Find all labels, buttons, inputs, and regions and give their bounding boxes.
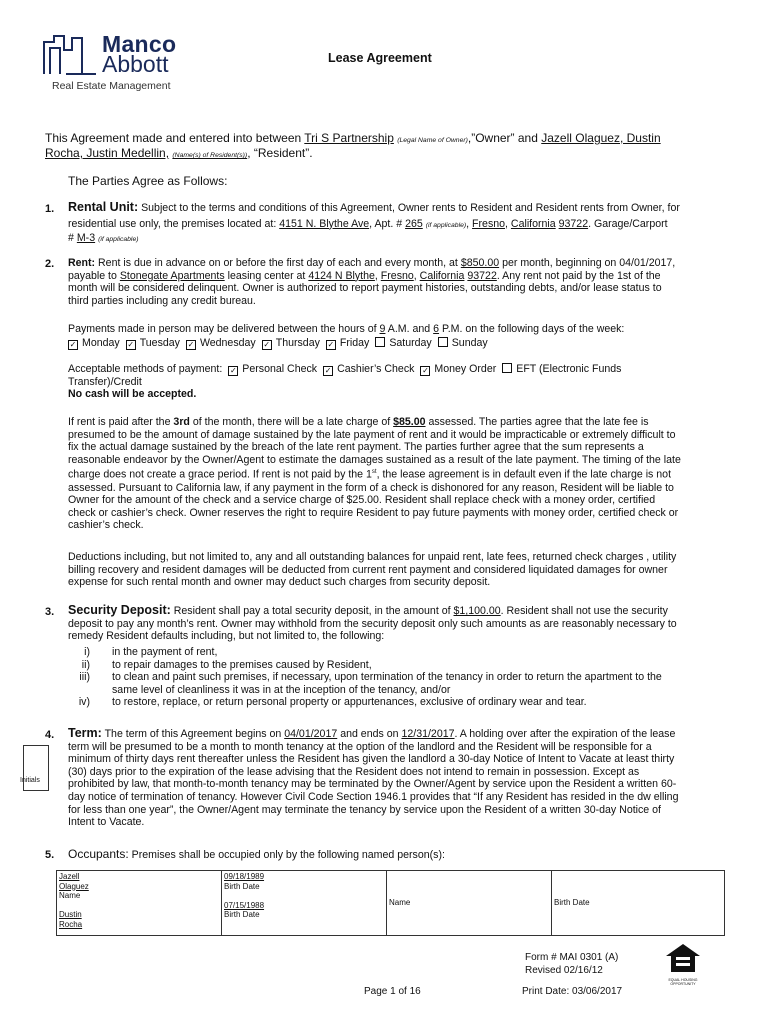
term-text-6: day notice of termination of tenancy. However Civil Code Section 1946.1 provides that “If any Resident has resided in the dw elling	[68, 790, 679, 803]
list-text: to restore, replace, or return personal property or appurtenances, exclusive of ordinary wear and tear.	[112, 696, 587, 709]
occupant-birthdates-cell[interactable]	[222, 871, 387, 936]
section-2-rent: Rent: Rent is due in advance on or before the first day of each and every month, at $850.00 per month, beginning on 04/01/2017, payable to Stonegate Apartments leasing center at 4124 N Blythe, Fresno, California 93722. Any rent not paid by the 1st of the month will be considered delinquent. Owner is authorized to report payment histories, outstanding debts, and/or lease status to third parties including any credit bureau.	[68, 257, 726, 307]
payment-hours	[68, 323, 726, 349]
logo	[42, 30, 192, 94]
center-city: Fresno	[380, 269, 414, 282]
hours-text-b: A.M. and	[387, 323, 431, 335]
section-3-heading: Security Deposit:	[68, 603, 171, 617]
occupant-birthdate-text: Birth Date	[224, 881, 260, 891]
list-text: same level of cleanliness it was in at the inception of the tenancy, and/or	[112, 683, 451, 696]
methods-label: Personal Check	[242, 363, 318, 375]
days-label: Monday	[82, 336, 120, 349]
section-5-number: 5.	[45, 849, 55, 861]
days-option	[62, 337, 120, 349]
garage-hash: #	[68, 232, 74, 245]
days-label: Thursday	[275, 336, 320, 349]
methods-option	[222, 363, 317, 375]
occupant-names-cell[interactable]	[57, 871, 222, 936]
apt-hint: (if applicable)	[425, 221, 467, 229]
term-text-4: (30) days prior to the expiration of the lease advising that the Resident does not intend to remain in possession. Except as	[68, 765, 640, 778]
term-text-1: The term of this Agreement begins on	[104, 728, 282, 740]
equal-housing-icon	[663, 942, 703, 974]
term-text-1b: and ends on	[340, 728, 399, 740]
rent-text-2: payable to	[68, 269, 117, 282]
section-3-number: 3.	[45, 606, 55, 618]
term-text-1c: . A holding over after the expiration of the lease	[454, 728, 676, 740]
occupant-birthdate-empty-cell[interactable]	[552, 871, 725, 936]
methods-label: EFT (Electronic Funds	[516, 363, 622, 375]
late-text-5: charge does not create a grace period. If rent is not paid by the 1	[68, 468, 372, 481]
term-text-7: for less than one year”, the Owner/Agent may terminate the tenancy by service upon the Resident of a written 30-day Notice of	[68, 803, 661, 816]
list-text: to repair damages to the premises caused by Resident,	[112, 658, 372, 671]
occupant-name-empty-cell[interactable]	[387, 871, 552, 936]
late-text-1b: of the month, there will be a late charge of	[192, 416, 391, 428]
days-label: Wednesday	[199, 336, 256, 349]
resident-names-cont: Rocha, Justin Medellin,	[45, 146, 170, 160]
hours-text: Payments made in person may be delivered between the hours of	[68, 323, 377, 335]
section-2-number: 2.	[45, 258, 55, 270]
premises-city: Fresno	[472, 217, 506, 230]
section-5-occupants	[68, 847, 726, 862]
late-text-7: Owner for the amount of the check and a service charge of $25.00. Resident shall replace check with a money order, certified	[68, 494, 656, 507]
occupants-text: Premises shall be occupied only by the following named person(s):	[131, 849, 445, 861]
print-date: Print Date: 03/06/2017	[522, 986, 623, 997]
checkbox[interactable]: ✓	[69, 339, 77, 349]
occupant-birthdate-text	[224, 891, 384, 901]
garage-label: . Garage/Carport	[588, 217, 668, 230]
days-option	[120, 337, 180, 349]
form-number: Form # MAI 0301 (A)	[525, 952, 619, 963]
term-text-3: minimum of thirty days rent thereafter unless the Resident has given the landlord a 30-day Notice of Intent to Vacate at least thirty	[68, 753, 675, 766]
late-sup: st	[371, 469, 377, 476]
deposit-list-item	[68, 659, 726, 672]
days-label: Saturday	[389, 336, 432, 349]
occupant-name-text: Rocha	[59, 919, 83, 929]
logo-subtitle: Real Estate Management	[52, 80, 171, 92]
late-charge-paragraph	[68, 416, 726, 532]
resident-role: , “Resident”.	[247, 146, 313, 160]
term-text-8: Intent to Vacate.	[68, 816, 145, 829]
premises-label: residential use only, the premises located at:	[68, 217, 277, 230]
occupant-name-text: Name	[59, 891, 81, 900]
deposit-list-item	[68, 646, 726, 659]
term-text-2: term will be presumed to be a month to month tenancy at the option of the landlord and the Resident will be responsible for a	[68, 740, 652, 753]
hours-text-c: P.M. on the following days of the week:	[442, 323, 625, 335]
checkbox[interactable]	[375, 337, 385, 347]
deductions-paragraph	[68, 551, 726, 589]
garage-hint: (if applicable)	[98, 236, 139, 244]
list-number: ii)	[81, 658, 90, 671]
section-1-heading: Rental Unit:	[68, 200, 139, 214]
premises-state: California	[510, 217, 556, 230]
deposit-list-item	[68, 684, 726, 697]
deposit-amount: $1,100.00	[453, 605, 501, 617]
section-4-heading: Term:	[68, 726, 102, 740]
equal-housing-logo	[663, 942, 703, 986]
term-text-5: prohibited by law, that month-to-month tenancy may be terminated by the Owner/Agent by service upon the Resident a written 60-	[68, 778, 677, 791]
form-revised: Revised 02/16/12	[525, 965, 603, 976]
payment-days	[62, 336, 726, 350]
section-5-heading: Occupants:	[68, 847, 129, 861]
days-option	[320, 337, 369, 349]
logo-line1: Manco	[102, 31, 177, 57]
late-text-2: presumed to be the amount of damage sustained by the late payment of rent and it would be impracticable or extremely difficult to	[68, 428, 676, 441]
occupant-name-text	[59, 901, 219, 911]
occupant-birthdate-text: 07/15/1988	[224, 900, 265, 910]
hour-start: 9	[379, 323, 386, 335]
occupant-name-text: Olaguez	[59, 881, 89, 891]
center-state: California	[419, 269, 465, 282]
checkbox[interactable]: ✓	[263, 339, 271, 349]
list-text: in the payment of rent,	[112, 646, 218, 658]
deposit-text-1b: . Resident shall not use the security	[500, 605, 668, 617]
occupant-birthdate-text: 09/18/1989	[224, 872, 265, 881]
owner-name: Tri S Partnership	[304, 131, 394, 145]
list-number: iii)	[79, 671, 90, 684]
deposit-text-1: Resident shall pay a total security deposit, in the amount of	[173, 605, 451, 617]
occupants-table	[56, 870, 725, 936]
apt-label: , Apt. #	[369, 217, 403, 230]
late-text-3: fix the actual damage sustained by the breach of the late rent payment. The parties further agree that the sum represents a	[68, 441, 644, 454]
premises-zip: 93722	[558, 217, 589, 230]
empty-birthdate-label: Birth Date	[554, 898, 590, 908]
days-label: Tuesday	[139, 336, 180, 349]
rent-amount: $850.00	[460, 257, 500, 269]
late-day: 3rd	[173, 416, 190, 428]
rent-text-1b: per month, beginning on 04/01/2017,	[502, 257, 676, 269]
checkbox[interactable]: ✓	[127, 339, 135, 349]
payment-methods	[68, 362, 726, 401]
rent-text-4: third parties including any credit bureau.	[68, 294, 256, 307]
page-number: Page 1 of 16	[364, 986, 421, 997]
ded-text-2: billing recovery and resident damages will be deducted from current rent payment and considered liquidated damages for owner	[68, 563, 668, 576]
late-text-6: assessed. Pursuant to California law, if any payment in the form of a check is dishonored for any reason, Resident will be liable to	[68, 481, 674, 494]
section-3-security-deposit	[68, 604, 726, 643]
days-option	[432, 337, 488, 349]
page-title: Lease Agreement	[328, 51, 432, 65]
no-cash-note: No cash will be accepted.	[68, 388, 197, 401]
initials-label: Initials	[20, 777, 40, 784]
logo-skyline-icon	[42, 32, 98, 76]
garage-number: M-3	[76, 232, 96, 245]
methods-label: Money Order	[434, 363, 497, 375]
apt-number: 265	[405, 217, 423, 230]
section-1-text: Subject to the terms and conditions of this Agreement, Owner rents to Resident and Resident rents from Owner, for	[141, 202, 680, 214]
checkbox[interactable]: ✓	[229, 366, 237, 375]
occupant-name-text: Dustin	[59, 910, 82, 919]
days-label: Sunday	[451, 336, 488, 349]
late-text-5b: , the lease agreement is in default even if the late charge is not	[376, 468, 672, 481]
occupant-birthdate-text: Birth Date	[224, 910, 260, 919]
section-4-number: 4.	[45, 729, 55, 741]
intro-line-2	[45, 146, 313, 163]
deposit-list-item	[68, 671, 726, 684]
center-zip: 93722	[467, 269, 497, 282]
late-text-1c: assessed. The parties agree that the late fee is	[428, 416, 649, 428]
checkbox[interactable]: ✓	[327, 339, 335, 349]
center-address: 4124 N Blythe	[308, 269, 375, 282]
methods-option	[414, 363, 496, 375]
rent-text-2c: . Any rent not paid by the 1st of the	[496, 269, 661, 282]
form-info	[525, 951, 618, 977]
equal-housing-text: EQUAL HOUSING OPPORTUNITY	[668, 977, 698, 986]
checkbox[interactable]: ✓	[187, 339, 195, 349]
rent-text-1: Rent is due in advance on or before the first day of each and every month, at	[98, 257, 458, 269]
payee-name: Stonegate Apartments	[119, 269, 225, 282]
logo-line2: Abbott	[102, 51, 169, 77]
methods-cont: Transfer)/Credit	[68, 375, 142, 388]
late-text-9: cashier’s check.	[68, 519, 144, 532]
methods-option	[496, 363, 621, 375]
rent-text-2b: leasing center at	[227, 269, 306, 282]
section-2-heading: Rent:	[68, 257, 96, 269]
deposit-text-2: deposit to pay any month’s rent. Owner may withhold from the security deposit only such amounts as are reasonably necessary to	[68, 617, 677, 630]
ded-text-3: expense for such rental month and owner may deduct such charges from security deposit.	[68, 576, 491, 589]
days-option	[180, 337, 256, 349]
checkbox[interactable]: ✓	[422, 366, 429, 375]
owner-role: ,”Owner” and	[467, 131, 538, 145]
term-end: 12/31/2017	[401, 728, 455, 740]
occupant-name-text: Jazell	[59, 872, 80, 881]
term-start: 04/01/2017	[284, 728, 338, 740]
late-text-1: If rent is paid after the	[68, 416, 171, 428]
methods-label: Cashier’s Check	[337, 363, 415, 375]
late-text-8: check or cashier’s check. Owner reserves the right to require Resident to pay future payments with money order, certified check or	[68, 506, 679, 519]
checkbox[interactable]	[438, 337, 448, 347]
section-4-term	[68, 727, 726, 829]
methods-option	[317, 363, 414, 375]
checkbox[interactable]	[502, 363, 512, 373]
parties-line: The Parties Agree as Follows:	[68, 174, 228, 188]
ded-text-1: Deductions including, but not limited to, any and all outstanding balances for unpaid rent, late fees, returned check charges , utility	[68, 551, 677, 563]
resident-hint: (Name(s) of Resident(s))	[172, 152, 248, 159]
section-1-rental-unit: Rental Unit: Subject to the terms and conditions of this Agreement, Owner rents to Resident and Resident rents from Owner, for residential use only, the premises located at: 4151 N. Blythe Ave, Apt. # 265 (if applicable), Fresno, California 93722. Garage/Carport # M-3 (if applicable)	[68, 200, 680, 245]
late-fee: $85.00	[393, 416, 426, 428]
resident-names: Jazell Olaguez, Dustin	[541, 131, 661, 145]
days-label: Friday	[339, 336, 370, 349]
rent-text-3: month will be considered delinquent. Owner is authorized to report payment histories, outstanding debts, and/or lease status to	[68, 282, 662, 295]
days-option	[256, 337, 320, 349]
list-number: i)	[84, 646, 90, 658]
deposit-list-item	[68, 696, 726, 709]
empty-name-label: Name	[389, 898, 411, 908]
list-text: to clean and paint such premises, if necessary, upon termination of the tenancy in order to return the apartment to the	[112, 671, 662, 684]
list-number: iv)	[78, 696, 90, 709]
premises-address: 4151 N. Blythe Ave	[279, 217, 370, 230]
deposit-text-3: remedy Resident defaults including, but not limited to, the following:	[68, 630, 385, 643]
deposit-list	[68, 646, 726, 709]
section-1-number: 1.	[45, 203, 55, 215]
methods-label: Acceptable methods of payment:	[68, 363, 223, 375]
owner-hint: (Legal Name of Owner)	[397, 137, 468, 144]
days-option	[369, 337, 431, 349]
late-text-4: reasonable endeavor by the Owner/Agent to estimate the damages sustained as a result of the late payment. The timing of the late	[68, 453, 681, 466]
checkbox[interactable]: ✓	[324, 366, 332, 375]
hour-end: 6	[433, 323, 440, 335]
intro-text: This Agreement made and entered into between	[45, 131, 302, 145]
